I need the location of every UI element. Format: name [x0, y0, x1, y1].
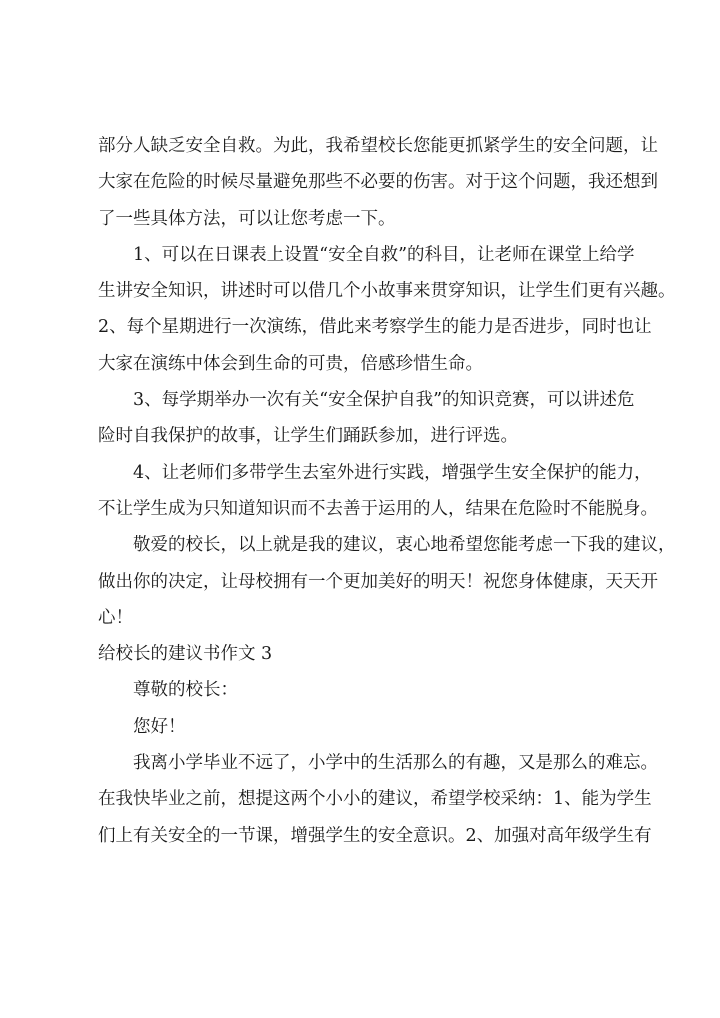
closing-line: 做出你的决定，让母校拥有一个更加美好的明天！祝您身体健康，天天开	[98, 571, 658, 592]
closing-line: 敬爱的校长，以上就是我的建议，衷心地希望您能考虑一下我的建议，	[133, 535, 676, 556]
salutation: 尊敬的校长：	[133, 680, 238, 701]
section-heading: 给校长的建议书作文 3	[98, 644, 273, 665]
closing-line: 心！	[98, 607, 133, 628]
document-body	[98, 128, 676, 854]
suggestion-3-line: 3、每学期举办一次有关“安全保护自我”的知识竞赛，可以讲述危	[133, 390, 635, 411]
body-line: 了一些具体方法，可以让您考虑一下。	[98, 208, 396, 229]
body-line: 大家在危险的时候尽量避免那些不必要的伤害。对于这个问题，我还想到	[98, 172, 658, 193]
suggestion-1-line: 生讲安全知识，讲述时可以借几个小故事来贯穿知识，让学生们更有兴趣。	[98, 281, 676, 302]
body-line: 我离小学毕业不远了，小学中的生活那么的有趣，又是那么的难忘。	[133, 753, 658, 774]
body-line: 们上有关安全的一节课，增强学生的安全意识。2、加强对高年级学生有	[98, 825, 652, 846]
body-line: 部分人缺乏安全自救。为此，我希望校长您能更抓紧学生的安全问题，让	[98, 136, 658, 156]
suggestion-4-line: 4、让老师们多带学生去室外进行实践，增强学生安全保护的能力，	[133, 462, 652, 483]
suggestion-2-line: 大家在演练中体会到生命的可贵，倍感珍惜生命。	[98, 353, 483, 374]
body-line: 在我快毕业之前，想提这两个小小的建议，希望学校采纳：1、能为学生	[98, 789, 652, 810]
suggestion-4-line: 不让学生成为只知道知识而不去善于运用的人，结果在危险时不能脱身。	[98, 498, 658, 519]
suggestion-3-line: 险时自我保护的故事，让学生们踊跃参加，进行评选。	[98, 426, 518, 447]
suggestion-1-line: 1、可以在日课表上设置“安全自救”的科目，让老师在课堂上给学	[133, 244, 635, 265]
greeting: 您好！	[133, 716, 186, 737]
suggestion-2-line: 2、每个星期进行一次演练，借此来考察学生的能力是否进步，同时也让	[98, 317, 652, 338]
